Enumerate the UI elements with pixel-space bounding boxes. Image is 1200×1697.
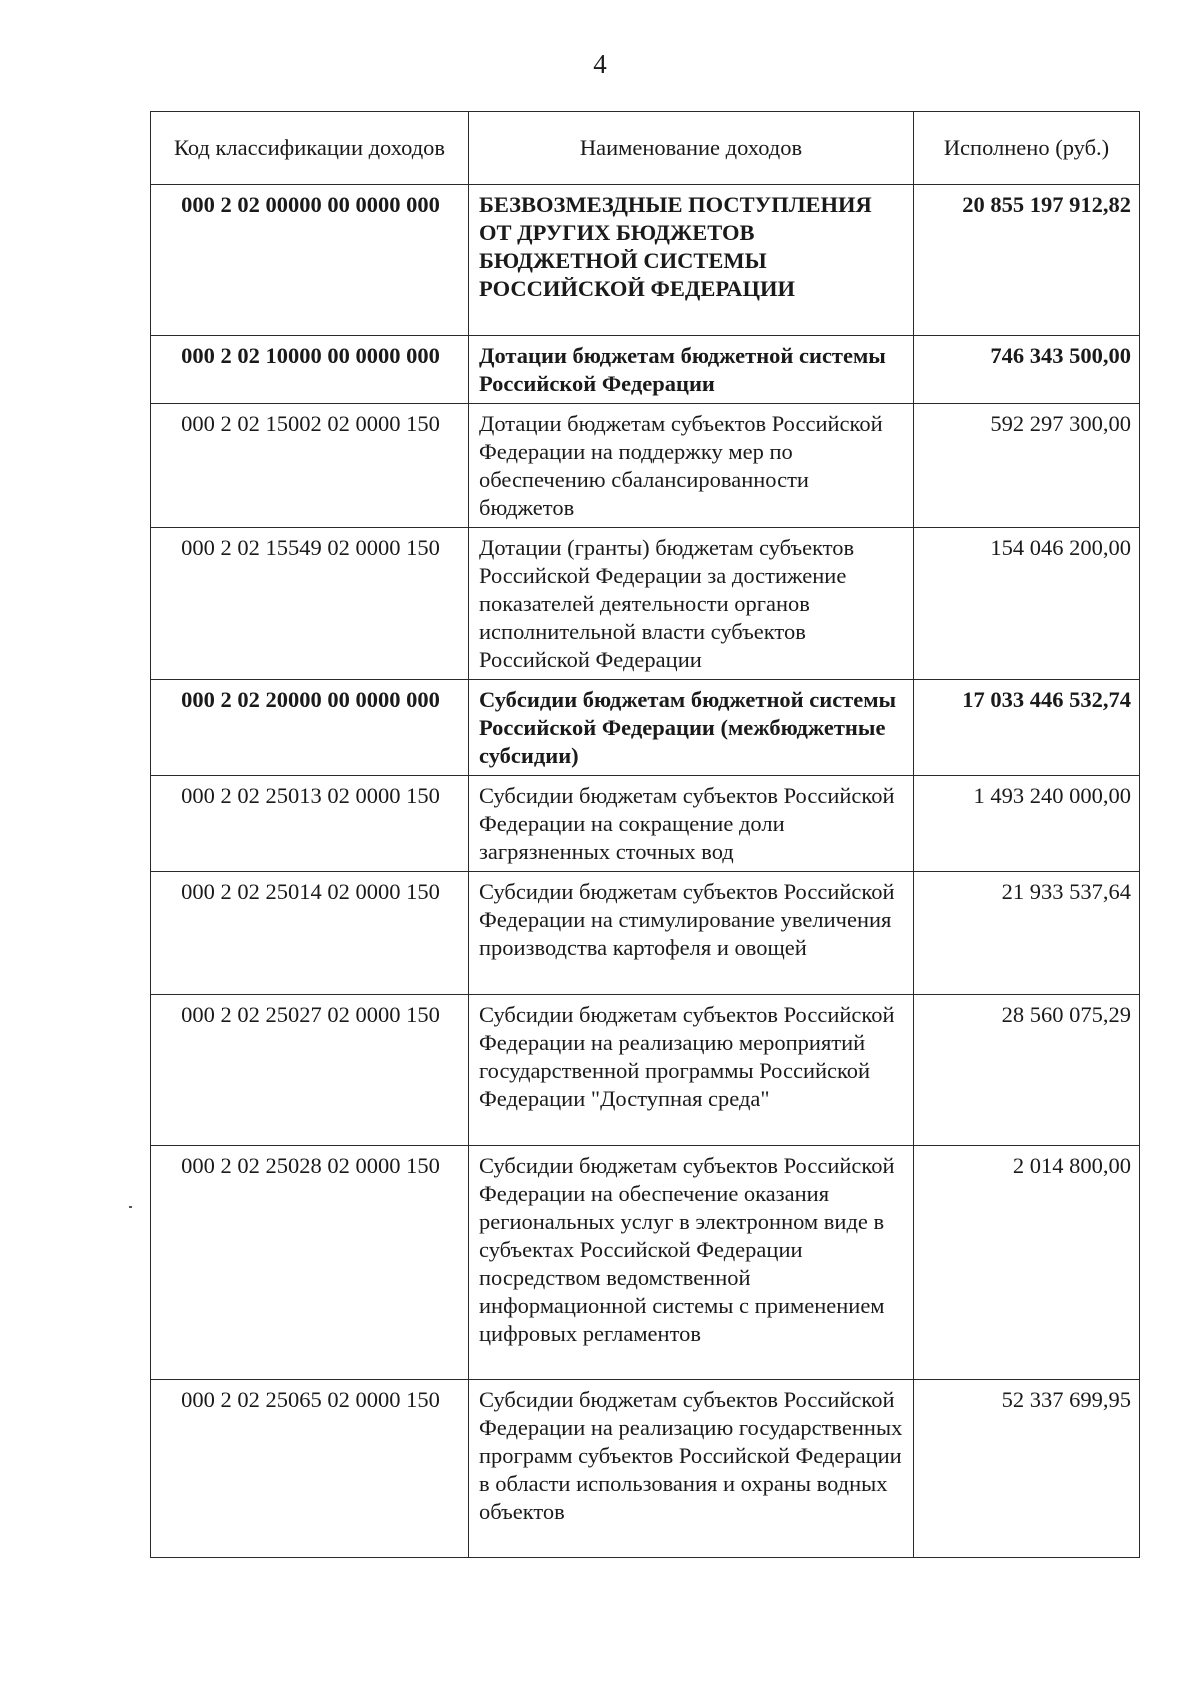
row-code: 000 2 02 15002 02 0000 150 <box>151 404 469 528</box>
table-row <box>151 872 1140 995</box>
table-body <box>151 185 1140 1558</box>
row-name: Субсидии бюджетам субъектов Российской Федерации на стимулирование увеличения производства картофеля и овощей <box>469 872 914 995</box>
row-amount: 746 343 500,00 <box>914 336 1140 404</box>
header-code: Код классификации доходов <box>151 112 469 185</box>
row-code: 000 2 02 25028 02 0000 150 <box>151 1146 469 1380</box>
scan-speck <box>129 1206 132 1208</box>
row-code: 000 2 02 10000 00 0000 000 <box>151 336 469 404</box>
table-row <box>151 528 1140 680</box>
row-code: 000 2 02 00000 00 0000 000 <box>151 185 469 336</box>
row-amount: 28 560 075,29 <box>914 995 1140 1146</box>
table-row <box>151 1146 1140 1380</box>
row-name: Субсидии бюджетам субъектов Российской Федерации на реализацию государственных программ субъектов Российской Федерации в области использования и охраны водных объектов <box>469 1380 914 1558</box>
row-amount: 20 855 197 912,82 <box>914 185 1140 336</box>
revenue-table <box>150 111 1140 1558</box>
page-number: 4 <box>593 49 607 79</box>
row-amount: 2 014 800,00 <box>914 1146 1140 1380</box>
header-name: Наименование доходов <box>469 112 914 185</box>
row-name: Дотации бюджетам субъектов Российской Федерации на поддержку мер по обеспечению сбалансированности бюджетов <box>469 404 914 528</box>
row-code: 000 2 02 20000 00 0000 000 <box>151 680 469 776</box>
table-row <box>151 1380 1140 1558</box>
row-name: Субсидии бюджетам субъектов Российской Федерации на обеспечение оказания региональных услуг в электронном виде в субъектах Российской Федерации посредством ведомственной информационной системы с применением цифровых регламентов <box>469 1146 914 1380</box>
row-code: 000 2 02 25065 02 0000 150 <box>151 1380 469 1558</box>
row-amount: 21 933 537,64 <box>914 872 1140 995</box>
header-amount: Исполнено (руб.) <box>914 112 1140 185</box>
row-name: Дотации (гранты) бюджетам субъектов Российской Федерации за достижение показателей деятельности органов исполнительной власти субъектов Российской Федерации <box>469 528 914 680</box>
table-row <box>151 680 1140 776</box>
row-code: 000 2 02 25027 02 0000 150 <box>151 995 469 1146</box>
row-code: 000 2 02 15549 02 0000 150 <box>151 528 469 680</box>
row-amount: 592 297 300,00 <box>914 404 1140 528</box>
row-code: 000 2 02 25013 02 0000 150 <box>151 776 469 872</box>
row-amount: 1 493 240 000,00 <box>914 776 1140 872</box>
row-code: 000 2 02 25014 02 0000 150 <box>151 872 469 995</box>
row-name: Субсидии бюджетам бюджетной системы Российской Федерации (межбюджетные субсидии) <box>469 680 914 776</box>
table-header-row <box>151 112 1140 185</box>
table-row <box>151 995 1140 1146</box>
table-row <box>151 336 1140 404</box>
row-name: Субсидии бюджетам субъектов Российской Федерации на реализацию мероприятий государственной программы Российской Федерации "Доступная среда" <box>469 995 914 1146</box>
row-amount: 52 337 699,95 <box>914 1380 1140 1558</box>
row-amount: 154 046 200,00 <box>914 528 1140 680</box>
row-amount: 17 033 446 532,74 <box>914 680 1140 776</box>
row-name: БЕЗВОЗМЕЗДНЫЕ ПОСТУПЛЕНИЯ ОТ ДРУГИХ БЮДЖЕТОВ БЮДЖЕТНОЙ СИСТЕМЫ РОССИЙСКОЙ ФЕДЕРАЦИИ <box>469 185 914 336</box>
table-row <box>151 185 1140 336</box>
row-name: Субсидии бюджетам субъектов Российской Федерации на сокращение доли загрязненных сточных вод <box>469 776 914 872</box>
row-name: Дотации бюджетам бюджетной системы Российской Федерации <box>469 336 914 404</box>
table-row <box>151 776 1140 872</box>
table-row <box>151 404 1140 528</box>
